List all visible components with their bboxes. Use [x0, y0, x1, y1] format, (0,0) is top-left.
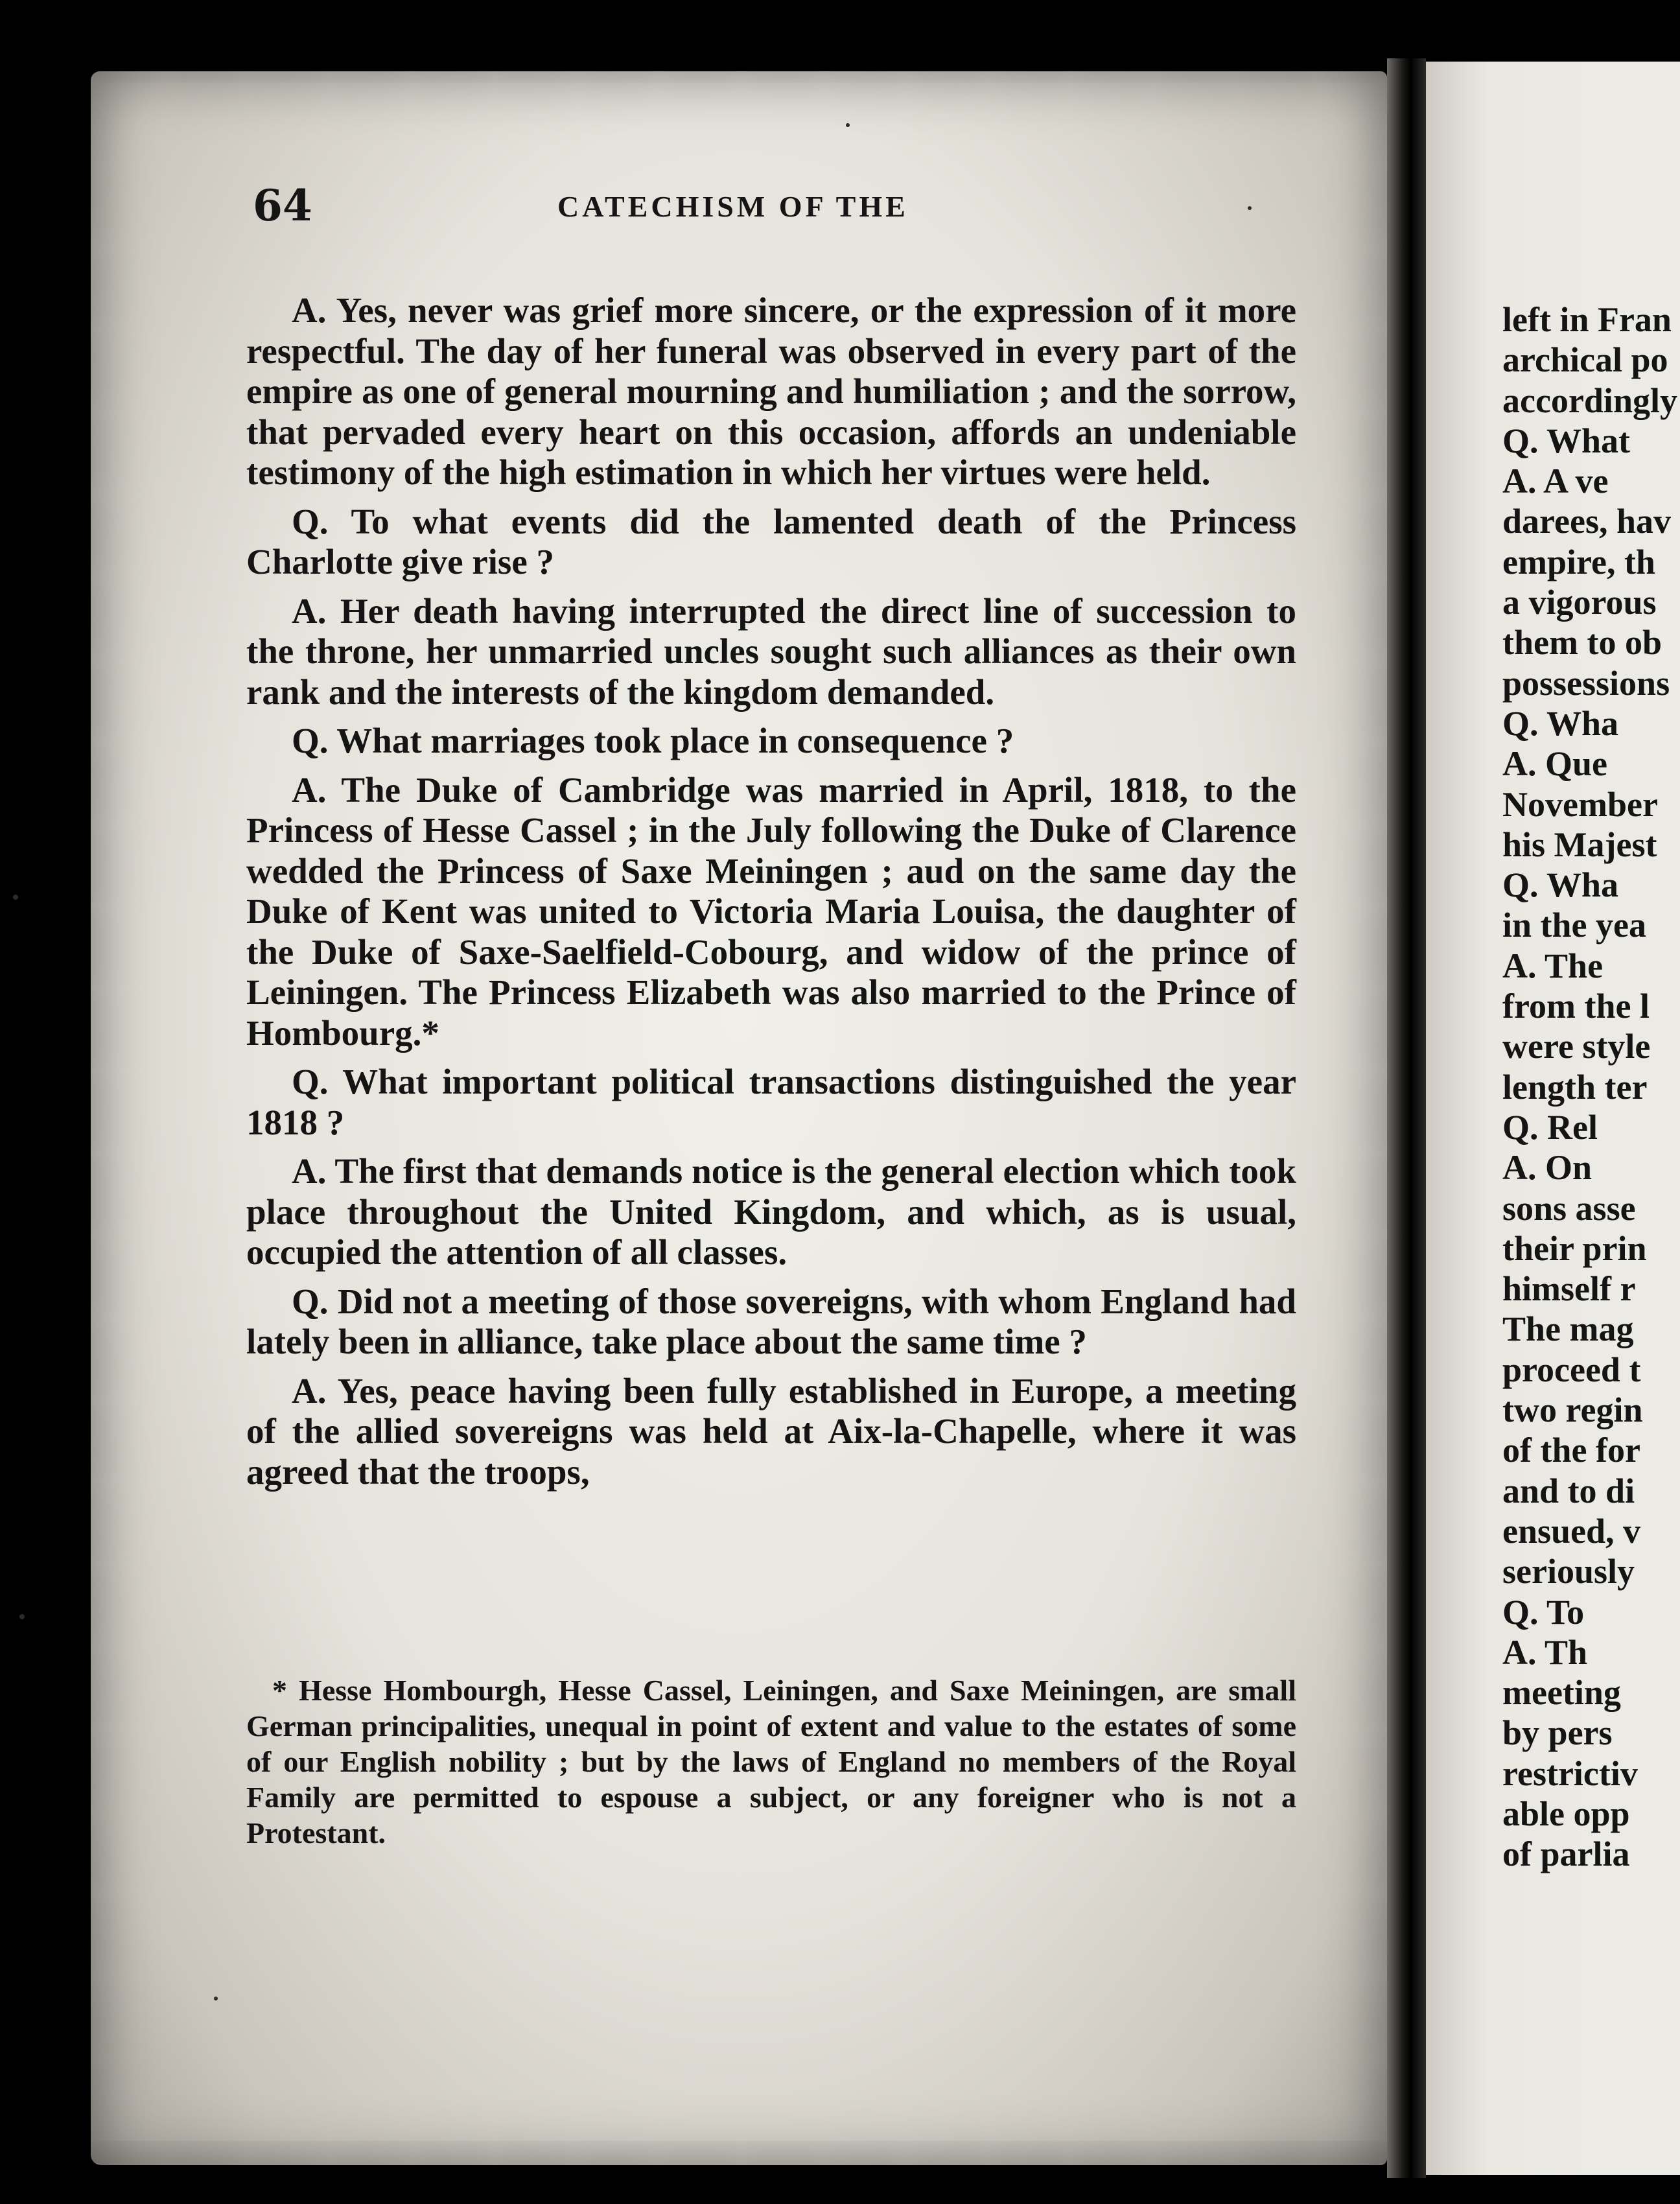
right-page-line: Q. Wha [1502, 703, 1619, 743]
question: Q. To what events did the lamented death of the Princess Charlotte give rise ? [246, 501, 1296, 581]
right-page-line: seriously [1502, 1552, 1635, 1591]
right-page-line: accordingly [1502, 381, 1677, 420]
right-page-line: darees, hav [1502, 502, 1672, 541]
scan-speck [13, 895, 18, 900]
answer: A. Yes, peace having been fully established in Europe, a meeting of the allied sovereigns was held at Aix-la-Chapelle, where it was agreed that the troops, [246, 1370, 1296, 1492]
right-page-line: length ter [1502, 1067, 1648, 1107]
right-page-line: sons asse [1502, 1188, 1636, 1228]
right-page-line: archical po [1502, 340, 1668, 380]
right-page-line: meeting [1502, 1673, 1621, 1713]
scan-speck [846, 123, 850, 127]
right-page-line: Q. Wha [1502, 865, 1619, 905]
right-page-line: two regin [1502, 1390, 1643, 1430]
right-page-line: Q. Rel [1502, 1107, 1598, 1147]
right-page-line: empire, th [1502, 542, 1655, 581]
question: Q. Did not a meeting of those sovereigns, with whom England had lately been in alliance, take place about the same time ? [246, 1281, 1296, 1361]
right-page-line: The mag [1502, 1309, 1634, 1349]
answer: A. The first that demands notice is the general election which took place throughout the United Kingdom, and which, as is usual, occupied the attention of all classes. [246, 1151, 1296, 1272]
right-page-text [1502, 299, 1680, 1875]
right-page-line: A. Th [1502, 1632, 1588, 1672]
right-page-line: A. A ve [1502, 462, 1609, 501]
right-page-line: A. Que [1502, 744, 1607, 784]
body-text [246, 290, 1296, 1501]
right-page-line: a vigorous [1502, 583, 1657, 622]
right-page-line: and to di [1502, 1471, 1635, 1510]
scan-speck [1248, 206, 1252, 210]
right-page-line: himself r [1502, 1269, 1636, 1309]
right-page-line: of the for [1502, 1431, 1640, 1470]
running-head [253, 180, 1303, 239]
answer: A. Her death having interrupted the direct line of succession to the throne, her unmarried uncles sought such alliances as their own rank and the interests of the kingdom demanded. [246, 591, 1296, 712]
page-number: 64 [253, 180, 312, 231]
right-page-line: his Majest [1502, 825, 1657, 864]
footnote: * Hesse Hombourgh, Hesse Cassel, Leiningen, and Saxe Meiningen, are small German principalities, unequal in point of extent and value to the estates of some of our English nobility ; but by the laws of England no members of the Royal Family are permitted to espouse a subject, or any foreigner who is not a Protestant. [246, 1674, 1296, 1849]
right-page-line: proceed t [1502, 1350, 1641, 1389]
right-page-line: their prin [1502, 1228, 1647, 1268]
right-page-line: Q. To [1502, 1592, 1585, 1632]
right-page-line: restrictiv [1502, 1753, 1638, 1793]
right-page-line: in the yea [1502, 906, 1646, 945]
right-page-line: possessions [1502, 663, 1670, 703]
right-page-line: November [1502, 784, 1658, 824]
paragraph: A. Yes, never was grief more sincere, or the expression of it more respectful. The day of her funeral was observed in every part of the empire as one of general mourning and humiliation ; and the sorrow, that pervaded every heart on this occasion, affords an undeniable testimony of the high estimation in which her virtues were held. [246, 290, 1296, 492]
footnote-block [246, 1672, 1296, 1851]
right-page-line: A. The [1502, 946, 1604, 985]
right-page-line: ensued, v [1502, 1511, 1641, 1551]
book-gutter [1387, 58, 1426, 2178]
right-page-line: left in Fran [1502, 300, 1672, 339]
right-page-line: of parlia [1502, 1835, 1630, 1874]
right-page-line: were style [1502, 1027, 1651, 1066]
right-page-line: able opp [1502, 1794, 1630, 1833]
scan-speck [214, 1997, 218, 2000]
right-page-line: them to ob [1502, 623, 1662, 662]
right-page-line: by pers [1502, 1713, 1613, 1753]
right-page-line: Q. What [1502, 421, 1631, 460]
right-page-line: from the l [1502, 987, 1650, 1026]
question: Q. What important political transactions distinguished the year 1818 ? [246, 1062, 1296, 1142]
question: Q. What marriages took place in consequence ? [292, 721, 1014, 760]
page-header-title: CATECHISM OF THE [557, 190, 909, 223]
scan-speck [19, 1614, 25, 1619]
answer: A. The Duke of Cambridge was married in April, 1818, to the Princess of Hesse Cassel ; in the July following the Duke of Clarence wedded the Princess of Saxe Meiningen ; aud on the same day the Duke of Kent was united to Victoria Maria Louisa, the daughter of the Duke of Saxe-Saelfield-Cobourg, and widow of the prince of Leiningen. The Princess Elizabeth was also married to the Prince of Hombourg.* [246, 769, 1296, 1053]
right-page-line: A. On [1502, 1148, 1592, 1188]
